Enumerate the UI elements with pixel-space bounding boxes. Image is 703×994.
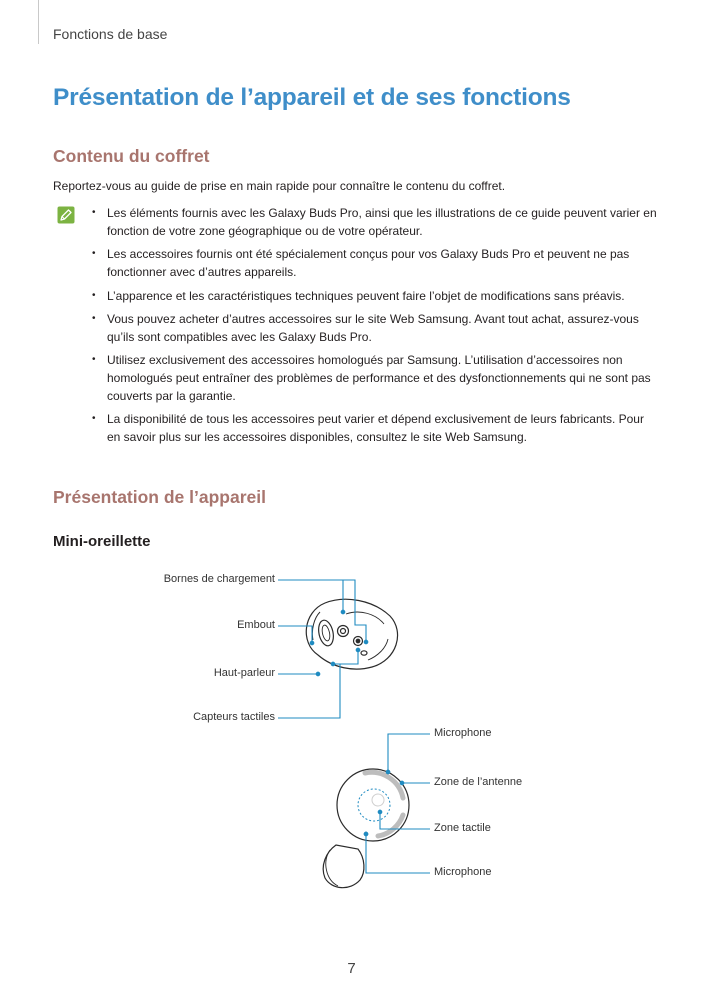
- page-number: 7: [347, 960, 356, 977]
- callout-lines-right: [364, 734, 430, 873]
- label-charging-contacts: Bornes de chargement: [163, 573, 275, 585]
- note-item: • Les accessoires fournis ont été spécialement conçus pour vos Galaxy Buds Pro et peuvent ne pas fonctionner avec d’autres appareils.: [92, 245, 657, 281]
- contents-intro: Reportez-vous au guide de prise en main rapide pour connaître le contenu du coffret.: [53, 179, 506, 193]
- label-eartip: Embout: [237, 619, 275, 631]
- header-rule: [38, 0, 39, 44]
- label-microphone-top: Microphone: [434, 727, 492, 739]
- earbud-outer-illustration: [323, 769, 409, 888]
- overview-heading: Présentation de l’appareil: [53, 487, 266, 507]
- earbud-inner-illustration: [306, 599, 397, 669]
- label-antenna-area: Zone de l’antenne: [434, 776, 523, 788]
- note-icon: [57, 206, 75, 224]
- page-title: Présentation de l’appareil et de ses fonctions: [53, 84, 571, 111]
- mini-earbud-heading: Mini-oreillette: [53, 533, 151, 550]
- contents-heading: Contenu du coffret: [53, 146, 210, 166]
- note-item: • La disponibilité de tous les accessoires peut varier et dépend exclusivement de leurs fabricants. Pour en savoir plus sur les accessoires disponibles, consultez le site Web Samsung.: [92, 410, 657, 446]
- notes-list: [92, 204, 657, 452]
- note-item: • Vous pouvez acheter d’autres accessoires sur le site Web Samsung. Avant tout achat, assurez-vous qu’ils sont compatibles avec les Galaxy Buds Pro.: [92, 310, 657, 346]
- label-touch-sensors: Capteurs tactiles: [193, 711, 275, 723]
- header-section-name: Fonctions de base: [53, 26, 168, 42]
- callout-lines-left: [278, 580, 368, 718]
- note-item: • Les éléments fournis avec les Galaxy Buds Pro, ainsi que les illustrations de ce guide peuvent varier en fonction de votre zone géographique ou de votre opérateur.: [92, 204, 657, 240]
- label-speaker: Haut-parleur: [213, 667, 275, 679]
- label-microphone-bottom: Microphone: [434, 866, 492, 878]
- note-item: • Utilisez exclusivement des accessoires homologués par Samsung. L’utilisation d’accessoires non homologués peut entraîner des problèmes de performance et des dysfonctionnements qui ne sont pas couverts par la garantie.: [92, 351, 657, 405]
- note-item: • L’apparence et les caractéristiques techniques peuvent faire l’objet de modifications sans préavis.: [92, 287, 657, 305]
- label-touchpad: Zone tactile: [434, 822, 491, 834]
